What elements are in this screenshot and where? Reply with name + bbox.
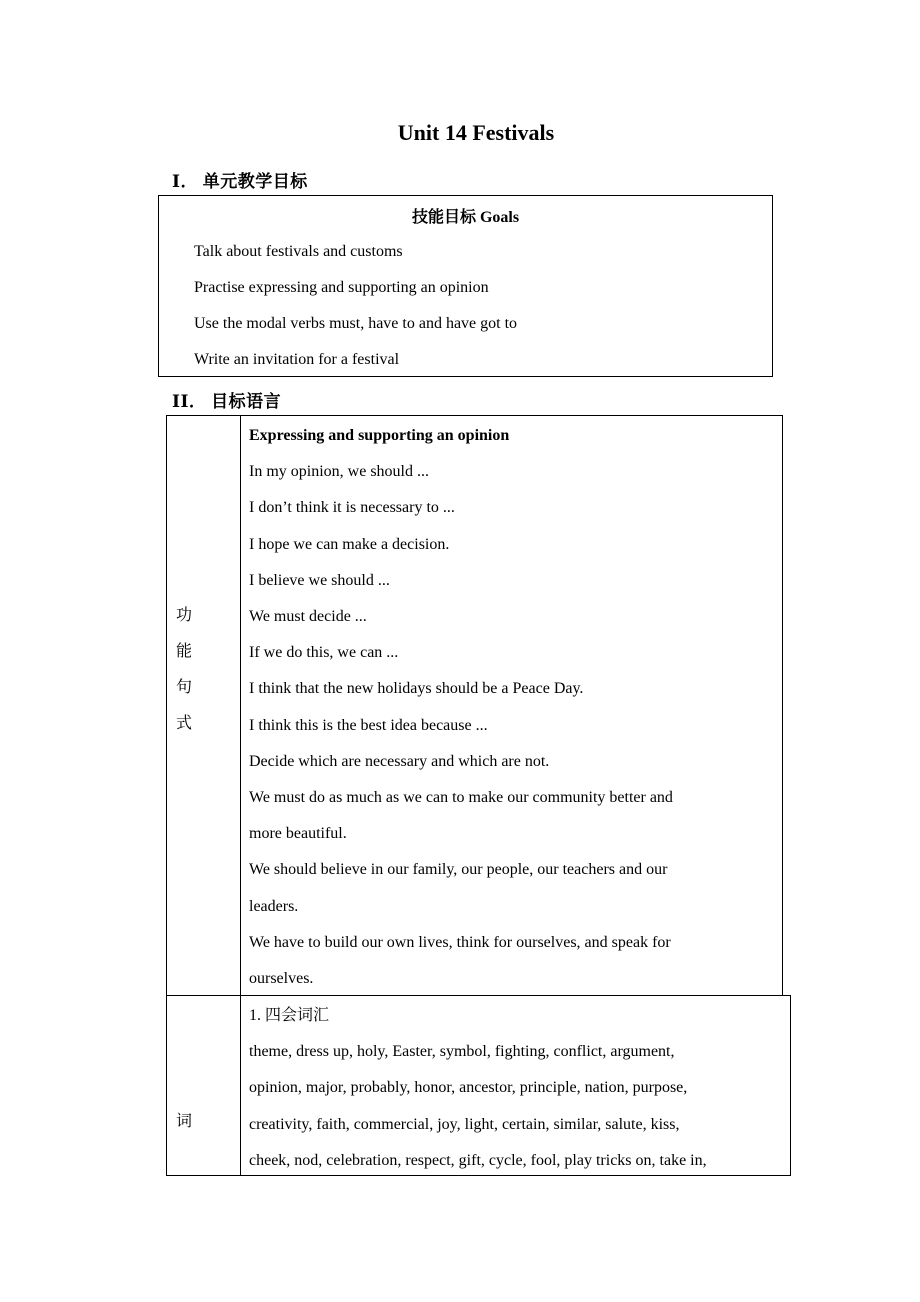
function-sentence: leaders.: [249, 897, 299, 915]
function-sentence: We should believe in our family, our people, our teachers and our: [249, 861, 668, 879]
label-char: 式: [176, 715, 193, 732]
function-sentence: I hope we can make a decision.: [249, 535, 450, 553]
function-sentences-table: [166, 415, 783, 995]
function-sentence: I think this is the best idea because ...: [249, 716, 488, 734]
function-sentence: I think that the new holidays should be a Peace Day.: [249, 680, 584, 698]
table-column-divider: [240, 416, 241, 995]
function-sentence: I believe we should ...: [249, 571, 390, 589]
goal-item: Practise expressing and supporting an opinion: [194, 279, 489, 296]
goal-item: Write an invitation for a festival: [194, 351, 400, 368]
function-sentence: Decide which are necessary and which are not.: [249, 752, 550, 770]
function-sentence: We have to build our own lives, think for ourselves, and speak for: [249, 933, 671, 951]
goal-item: Use the modal verbs must, have to and have got to: [194, 315, 518, 332]
page-title: Unit 14 Festivals: [397, 120, 555, 145]
function-sentence: more beautiful.: [249, 825, 347, 843]
goal-item: Talk about festivals and customs: [194, 243, 403, 260]
label-char: 能: [176, 643, 193, 660]
table-column-divider: [240, 996, 241, 1175]
function-sentence: In my opinion, we should ...: [249, 463, 429, 481]
function-sentence: I don’t think it is necessary to ...: [249, 499, 455, 517]
section-heading-target-language: ⅠⅠ． 目标语言: [172, 392, 282, 411]
label-char: 句: [176, 679, 193, 696]
section-heading-teaching-goals: Ⅰ． 单元教学目标: [172, 172, 308, 191]
goals-box: [158, 195, 773, 377]
goals-list: [194, 234, 517, 378]
label-char: 功: [176, 607, 193, 624]
function-sentence: If we do this, we can ...: [249, 644, 399, 662]
goals-box-title: 技能目标 Goals: [411, 209, 520, 226]
function-sentences-content: [249, 418, 769, 997]
vocabulary-line: theme, dress up, holy, Easter, symbol, fighting, conflict, argument,: [249, 1043, 675, 1061]
function-sentence: We must decide ...: [249, 608, 367, 626]
vocabulary-content: [249, 998, 789, 1179]
vocabulary-line: opinion, major, probably, honor, ancestor, principle, nation, purpose,: [249, 1079, 688, 1097]
function-sentence: We must do as much as we can to make our community better and: [249, 789, 673, 807]
function-sentence: ourselves.: [249, 970, 314, 988]
function-subheading: Expressing and supporting an opinion: [249, 427, 510, 444]
function-sentences-label: [176, 598, 196, 742]
vocabulary-line: cheek, nod, celebration, respect, gift, cycle, fool, play tricks on, take in,: [249, 1151, 707, 1169]
vocabulary-line: creativity, faith, commercial, joy, light, certain, similar, salute, kiss,: [249, 1115, 680, 1133]
vocabulary-subheading: 1. 四会词汇: [249, 1007, 330, 1024]
vocabulary-label: 词: [176, 1113, 193, 1130]
vocabulary-table: [166, 995, 791, 1176]
